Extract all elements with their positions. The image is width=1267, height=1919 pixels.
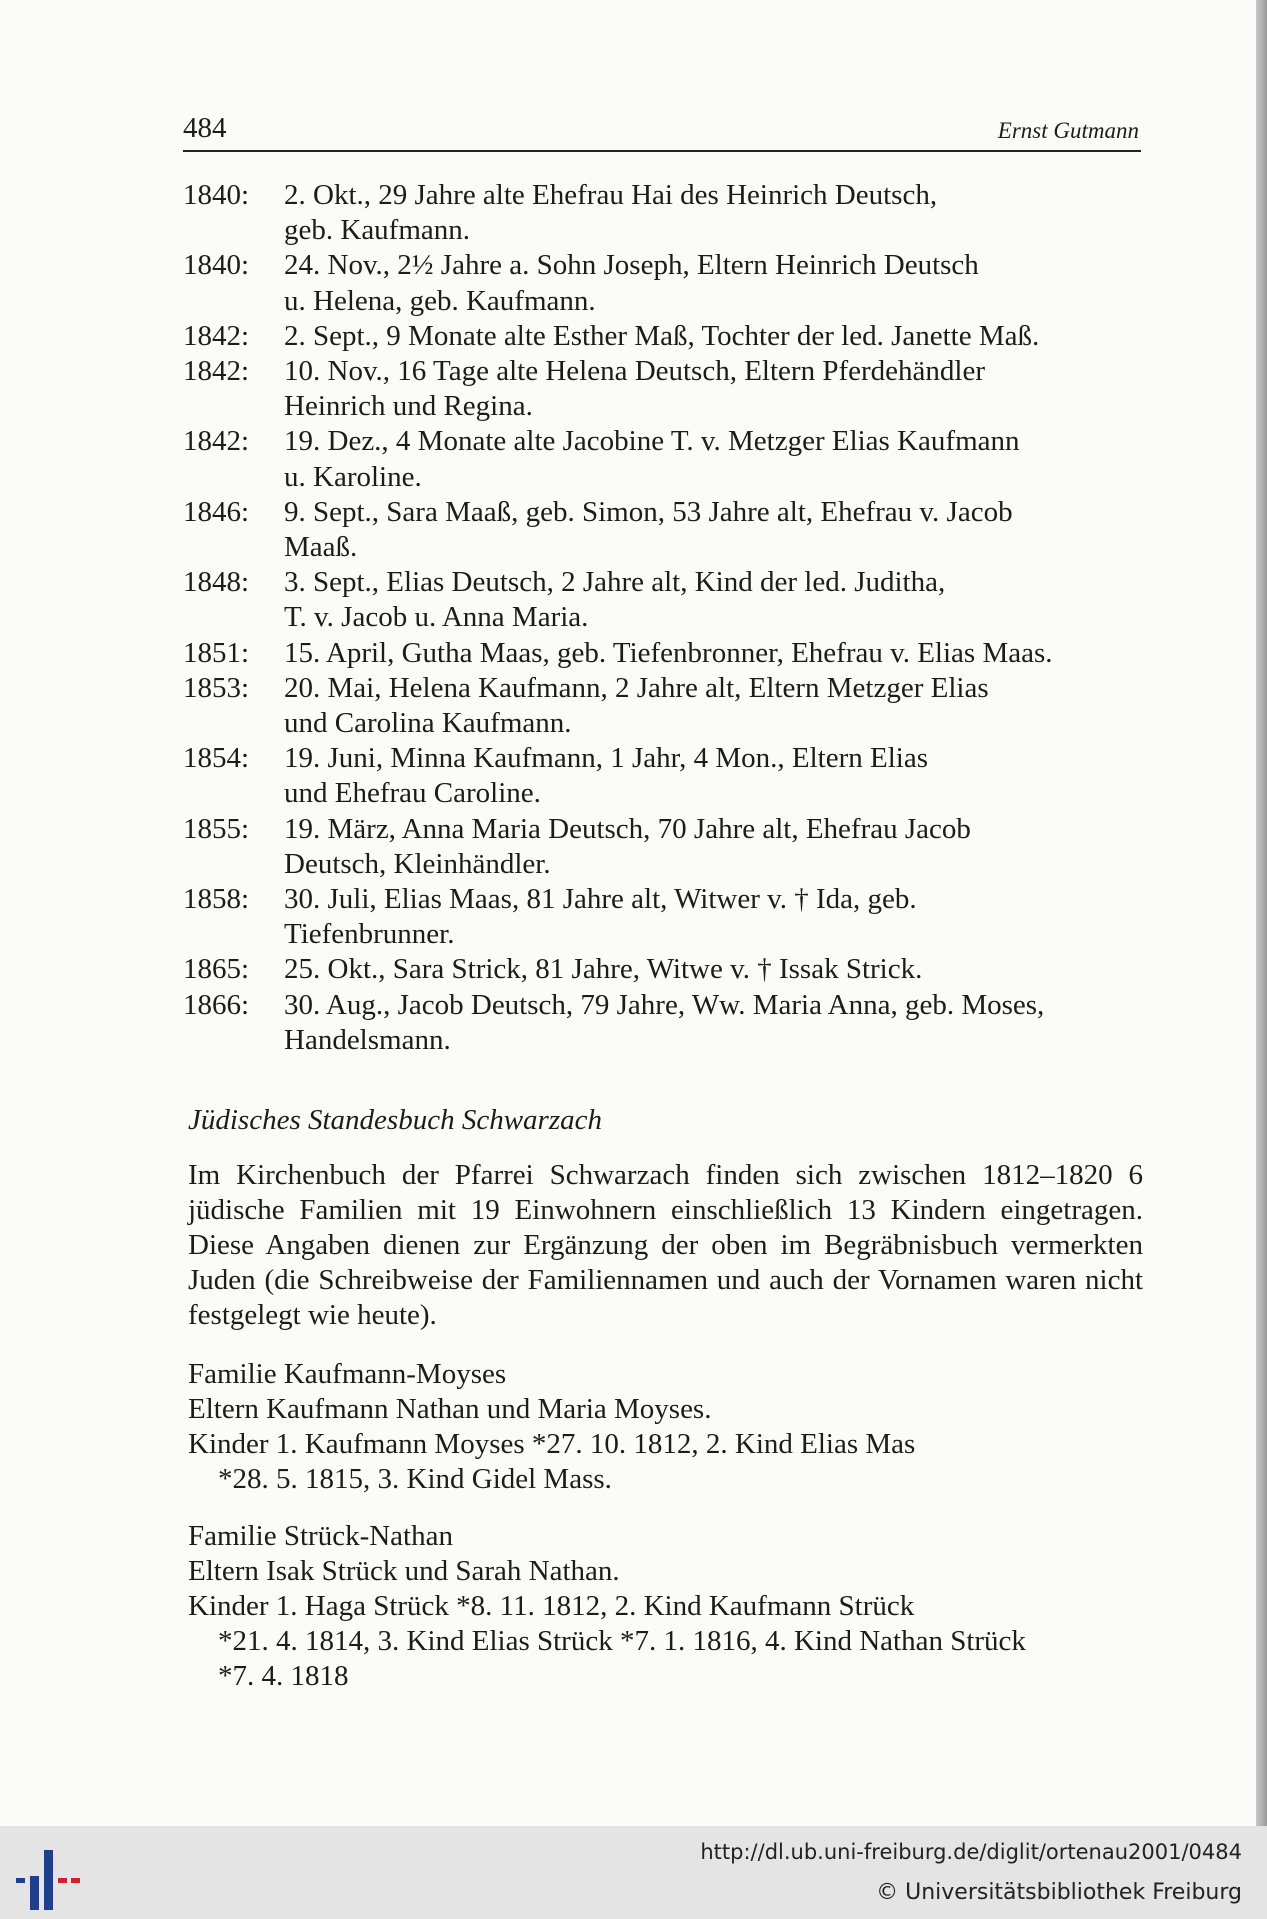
register-entry <box>183 495 1143 565</box>
entry-year: 1842: <box>183 355 250 388</box>
permalink-url[interactable]: http://dl.ub.uni-freiburg.de/diglit/ortenau2001/0484 <box>700 1840 1242 1864</box>
entry-year: 1842: <box>183 425 250 458</box>
family-children-line: *7. 4. 1818 <box>218 1660 349 1692</box>
entry-line: und Ehefrau Caroline. <box>284 777 541 810</box>
entry-line: 2. Okt., 29 Jahre alte Ehefrau Hai des Heinrich Deutsch, <box>284 179 938 211</box>
entry-year: 1846: <box>183 495 250 528</box>
entry-year: 1840: <box>183 249 250 282</box>
page-edge-shadow <box>1256 0 1267 1826</box>
entry-line: 19. Juni, Minna Kaufmann, 1 Jahr, 4 Mon., Eltern Elias <box>284 742 928 775</box>
register-entry <box>183 319 1143 354</box>
viewer-footer <box>0 1826 1267 1919</box>
register-entry <box>183 178 1143 248</box>
register-entry <box>183 741 1143 811</box>
entry-year: 1842: <box>183 319 250 352</box>
running-head: Ernst Gutmann <box>997 118 1139 143</box>
register-entry <box>183 424 1143 494</box>
entry-line: 19. Dez., 4 Monate alte Jacobine T. v. Metzger Elias Kaufmann <box>284 425 1020 458</box>
logo-bar <box>71 1878 80 1883</box>
copyright-notice: © Universitätsbibliothek Freiburg <box>876 1880 1242 1905</box>
family-children-line: *21. 4. 1814, 3. Kind Elias Strück *7. 1. 1816, 4. Kind Nathan Strück <box>218 1625 1026 1657</box>
section-title: Jüdisches Standesbuch Schwarzach <box>188 1104 602 1136</box>
entry-line: T. v. Jacob u. Anna Maria. <box>284 601 589 634</box>
register-entry <box>183 248 1143 318</box>
logo-bar <box>44 1850 53 1910</box>
entry-year: 1858: <box>183 883 250 916</box>
family-children-line: Kinder 1. Haga Strück *8. 11. 1812, 2. Kind Kaufmann Strück <box>188 1590 915 1622</box>
page-header <box>183 112 1141 152</box>
entry-line: Deutsch, Kleinhändler. <box>284 847 551 880</box>
entry-line: geb. Kaufmann. <box>284 214 471 247</box>
register-entry <box>183 988 1143 1058</box>
ub-freiburg-logo-icon <box>16 1848 80 1912</box>
family-parents: Eltern Kaufmann Nathan und Maria Moyses. <box>188 1393 712 1425</box>
logo-bar <box>16 1878 25 1883</box>
family-name: Familie Kaufmann-Moyses <box>188 1358 507 1390</box>
entry-year: 1854: <box>183 742 250 775</box>
logo-bar <box>58 1878 67 1883</box>
register-entry <box>183 354 1143 424</box>
entry-line: 3. Sept., Elias Deutsch, 2 Jahre alt, Kind der led. Juditha, <box>284 566 946 599</box>
entry-line: 2. Sept., 9 Monate alte Esther Maß, Tochter der led. Janette Maß. <box>284 319 1040 352</box>
entry-line: 19. März, Anna Maria Deutsch, 70 Jahre alt, Ehefrau Jacob <box>284 812 971 845</box>
entry-line: u. Karoline. <box>284 460 422 493</box>
family-block <box>188 1519 1143 1694</box>
entry-line: 30. Aug., Jacob Deutsch, 79 Jahre, Ww. Maria Anna, geb. Moses, <box>284 988 1045 1021</box>
entry-line: 15. April, Gutha Maas, geb. Tiefenbronner, Ehefrau v. Elias Maas. <box>284 636 1053 669</box>
entry-line: Handelsmann. <box>284 1023 451 1056</box>
entry-line: Maaß. <box>284 531 358 564</box>
register-entry <box>183 952 1143 987</box>
register-entry <box>183 636 1143 671</box>
entry-line: Heinrich und Regina. <box>284 390 533 423</box>
entry-line: u. Helena, geb. Kaufmann. <box>284 284 596 317</box>
family-name: Familie Strück-Nathan <box>188 1520 453 1552</box>
register-entry <box>183 882 1143 952</box>
register-entry <box>183 812 1143 882</box>
entry-year: 1840: <box>183 179 250 211</box>
entry-line: 24. Nov., 2½ Jahre a. Sohn Joseph, Eltern Heinrich Deutsch <box>284 249 979 282</box>
family-children-line: *28. 5. 1815, 3. Kind Gidel Mass. <box>218 1463 612 1495</box>
entry-year: 1853: <box>183 671 250 704</box>
entry-line: 9. Sept., Sara Maaß, geb. Simon, 53 Jahre alt, Ehefrau v. Jacob <box>284 495 1013 528</box>
entry-line: 30. Juli, Elias Maas, 81 Jahre alt, Witwer v. † Ida, geb. <box>284 883 917 916</box>
entry-year: 1865: <box>183 953 250 986</box>
entry-line: 20. Mai, Helena Kaufmann, 2 Jahre alt, Eltern Metzger Elias <box>284 671 989 704</box>
logo-bar <box>30 1876 39 1910</box>
entry-year: 1848: <box>183 566 250 599</box>
family-block <box>188 1357 1143 1497</box>
page-number: 484 <box>183 112 227 144</box>
register-entry <box>183 565 1143 635</box>
entry-year: 1866: <box>183 988 250 1021</box>
intro-paragraph: Im Kirchenbuch der Pfarrei Schwarzach finden sich zwischen 1812–1820 6 jüdische Familien mit 19 Einwohnern einschließlich 13 Kindern eingetragen. Diese Angaben dienen zur Ergänzung der oben im Begräbnisbuch vermerkten Juden (die Schreibweise der Familiennamen und auch der Vornamen waren nicht festgelegt wie heute). <box>188 1159 1143 1331</box>
burial-register-list <box>183 178 1143 1058</box>
entry-year: 1855: <box>183 812 250 845</box>
entry-line: Tiefenbrunner. <box>284 918 455 951</box>
entry-line: 25. Okt., Sara Strick, 81 Jahre, Witwe v. † Issak Strick. <box>284 953 923 986</box>
family-children-line: Kinder 1. Kaufmann Moyses *27. 10. 1812, 2. Kind Elias Mas <box>188 1428 916 1460</box>
entry-line: 10. Nov., 16 Tage alte Helena Deutsch, Eltern Pferdehändler <box>284 355 985 388</box>
register-entry <box>183 671 1143 741</box>
entry-year: 1851: <box>183 636 250 669</box>
entry-line: und Carolina Kaufmann. <box>284 707 572 740</box>
family-parents: Eltern Isak Strück und Sarah Nathan. <box>188 1555 620 1587</box>
